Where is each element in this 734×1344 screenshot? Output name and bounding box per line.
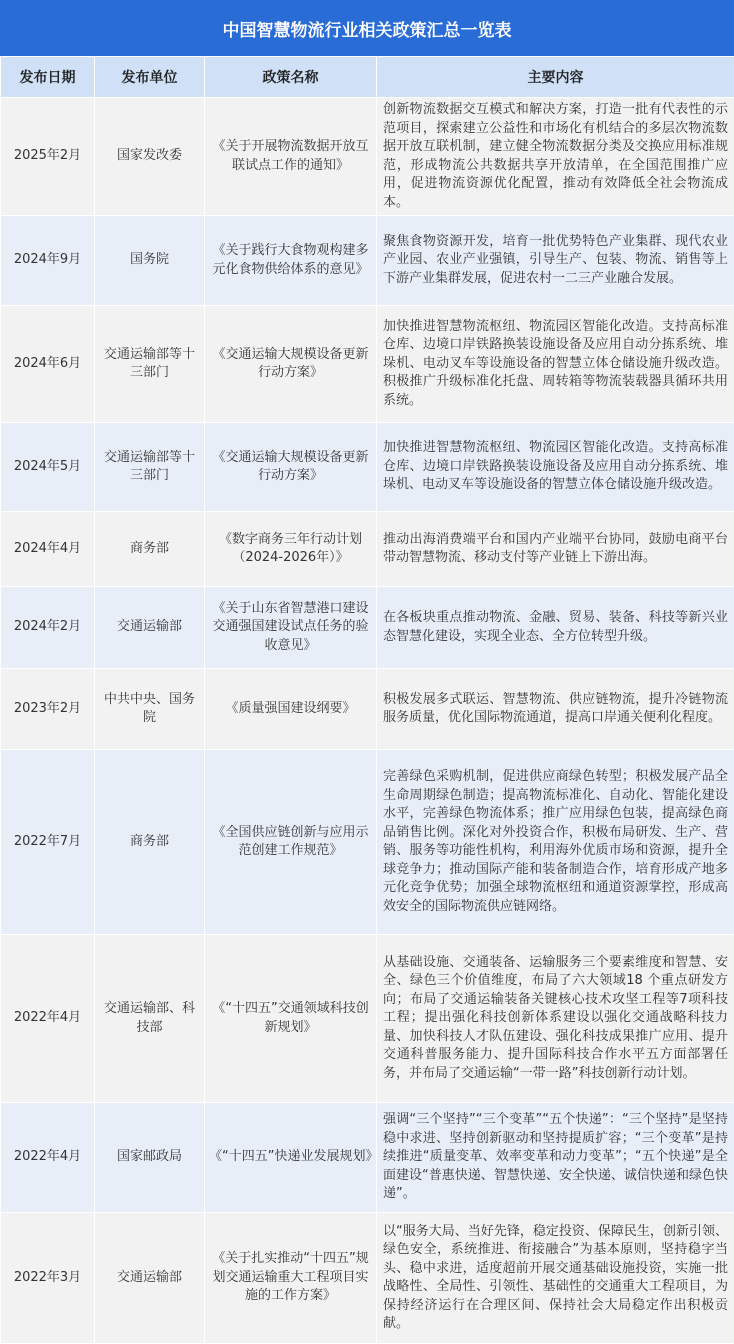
cell-policy-name: 《质量强国建设纲要》 xyxy=(205,669,377,750)
cell-content: 聚焦食物资源开发，培育一批优势特色产业集群、现代农业产业园、农业产业强镇，引导生产、包装、物流、销售等上下游产业集群发展，促进农村一二三产业融合发展。 xyxy=(377,216,734,306)
table-row xyxy=(1,587,734,669)
table-row xyxy=(1,1213,734,1344)
table-title: 中国智慧物流行业相关政策汇总一览表 xyxy=(0,0,734,56)
cell-date: 2024年5月 xyxy=(1,423,95,512)
cell-unit: 商务部 xyxy=(95,750,205,935)
cell-date: 2024年6月 xyxy=(1,306,95,423)
policy-table xyxy=(0,56,734,1344)
table-row xyxy=(1,750,734,935)
cell-content: 以“服务大局、当好先锋，稳定投资、保障民生，创新引领、绿色安全，系统推进、衔接融合”为基本原则，坚持稳字当头、稳中求进，适度超前开展交通基础设施投资，实施一批战略性、全局性、引领性、基础性的交通重大工程项目，为保持经济运行在合理区间、保持社会大局稳定作出积极贡献。 xyxy=(377,1213,734,1344)
cell-unit: 交通运输部、科技部 xyxy=(95,935,205,1103)
cell-date: 2022年3月 xyxy=(1,1213,95,1344)
cell-policy-name: 《关于开展物流数据开放互联试点工作的通知》 xyxy=(205,98,377,216)
cell-date: 2022年7月 xyxy=(1,750,95,935)
cell-unit: 交通运输部等十三部门 xyxy=(95,423,205,512)
table-row xyxy=(1,306,734,423)
cell-unit: 交通运输部等十三部门 xyxy=(95,306,205,423)
cell-content: 从基础设施、交通装备、运输服务三个要素维度和智慧、安全、绿色三个价值维度，布局了六大领域18 个重点研发方向；布局了交通运输装备关键核心技术攻坚工程等7项科技工程；提出强化科技创新体系建设以强化交通战略科技力量、加快科技人才队伍建设、强化科技成果推广应用、提升交通科普服务能力、提升国际科技合作水平五方面部署任务，并布局了交通运输“一带一路”科技创新行动计划。 xyxy=(377,935,734,1103)
cell-date: 2024年9月 xyxy=(1,216,95,306)
cell-date: 2024年2月 xyxy=(1,587,95,669)
cell-content: 完善绿色采购机制，促进供应商绿色转型；积极发展产品全生命周期绿色制造；提高物流标准化、自动化、智能化建设水平，完善绿色物流体系；推广应用绿色包装，提高绿色商品销售比例。深化对外投资合作，积极布局研发、生产、营销、服务等功能性机构，利用海外优质市场和资源，提升全球竞争力；推动国际产能和装备制造合作，培育形成产地多元化竞争优势；加强全球物流枢纽和通道资源掌控，形成高效安全的国际物流供应链网络。 xyxy=(377,750,734,935)
cell-date: 2022年4月 xyxy=(1,1103,95,1213)
cell-content: 推动出海消费端平台和国内产业端平台协同，鼓励电商平台带动智慧物流、移动支付等产业链上下游出海。 xyxy=(377,512,734,587)
table-body xyxy=(1,98,734,1344)
cell-content: 创新物流数据交互模式和解决方案，打造一批有代表性的示范项目，探索建立公益性和市场化有机结合的多层次物流数据开放互联机制，建立健全物流数据分类及交换应用标准规范，形成物流公共数据共享开放清单，在全国范围推广应用，促进物流资源优化配置，推动有效降低全社会物流成本。 xyxy=(377,98,734,216)
cell-policy-name: 《数字商务三年行动计划（2024-2026年）》 xyxy=(205,512,377,587)
cell-unit: 商务部 xyxy=(95,512,205,587)
cell-policy-name: 《交通运输大规模设备更新行动方案》 xyxy=(205,423,377,512)
table-row xyxy=(1,1103,734,1213)
cell-date: 2023年2月 xyxy=(1,669,95,750)
header-content: 主要内容 xyxy=(377,57,734,98)
table-row xyxy=(1,216,734,306)
cell-unit: 交通运输部 xyxy=(95,1213,205,1344)
table-row xyxy=(1,669,734,750)
cell-policy-name: 《“十四五”快递业发展规划》 xyxy=(205,1103,377,1213)
header-unit: 发布单位 xyxy=(95,57,205,98)
cell-content: 加快推进智慧物流枢纽、物流园区智能化改造。支持高标准仓库、边境口岸铁路换装设施设备及应用自动分拣系统、堆垛机、电动叉车等设施设备的智慧立体仓储设施升级改造。 xyxy=(377,423,734,512)
cell-policy-name: 《关于山东省智慧港口建设交通强国建设试点任务的验收意见》 xyxy=(205,587,377,669)
header-policy-name: 政策名称 xyxy=(205,57,377,98)
table-row xyxy=(1,512,734,587)
cell-date: 2024年4月 xyxy=(1,512,95,587)
cell-content: 加快推进智慧物流枢纽、物流园区智能化改造。支持高标准仓库、边境口岸铁路换装设施设备及应用自动分拣系统、堆垛机、电动叉车等设施设备的智慧立体仓储设施升级改造。积极推广升级标准化托盘、周转箱等物流装载器具循环共用系统。 xyxy=(377,306,734,423)
cell-unit: 中共中央、国务院 xyxy=(95,669,205,750)
cell-unit: 国家邮政局 xyxy=(95,1103,205,1213)
cell-unit: 交通运输部 xyxy=(95,587,205,669)
cell-date: 2022年4月 xyxy=(1,935,95,1103)
header-row xyxy=(1,57,734,98)
table-row xyxy=(1,423,734,512)
cell-policy-name: 《“十四五”交通领域科技创新规划》 xyxy=(205,935,377,1103)
cell-policy-name: 《全国供应链创新与应用示范创建工作规范》 xyxy=(205,750,377,935)
cell-policy-name: 《关于扎实推动“十四五”规划交通运输重大工程项目实施的工作方案》 xyxy=(205,1213,377,1344)
cell-unit: 国务院 xyxy=(95,216,205,306)
table-row xyxy=(1,935,734,1103)
cell-content: 在各板块重点推动物流、金融、贸易、装备、科技等新兴业态智慧化建设，实现全业态、全方位转型升级。 xyxy=(377,587,734,669)
cell-policy-name: 《交通运输大规模设备更新行动方案》 xyxy=(205,306,377,423)
cell-date: 2025年2月 xyxy=(1,98,95,216)
table-row xyxy=(1,98,734,216)
cell-content: 积极发展多式联运、智慧物流、供应链物流，提升冷链物流服务质量，优化国际物流通道，提高口岸通关便利化程度。 xyxy=(377,669,734,750)
header-date: 发布日期 xyxy=(1,57,95,98)
cell-policy-name: 《关于践行大食物观构建多元化食物供给体系的意见》 xyxy=(205,216,377,306)
cell-unit: 国家发改委 xyxy=(95,98,205,216)
cell-content: 强调“三个坚持”“三个变革”“五个快递”：“三个坚持”是坚持稳中求进、坚持创新驱动和坚持提质扩容；“三个变革”是持续推进“质量变革、效率变革和动力变革”；“五个快递”是全面建设“普惠快递、智慧快递、安全快递、诚信快递和绿色快递”。 xyxy=(377,1103,734,1213)
